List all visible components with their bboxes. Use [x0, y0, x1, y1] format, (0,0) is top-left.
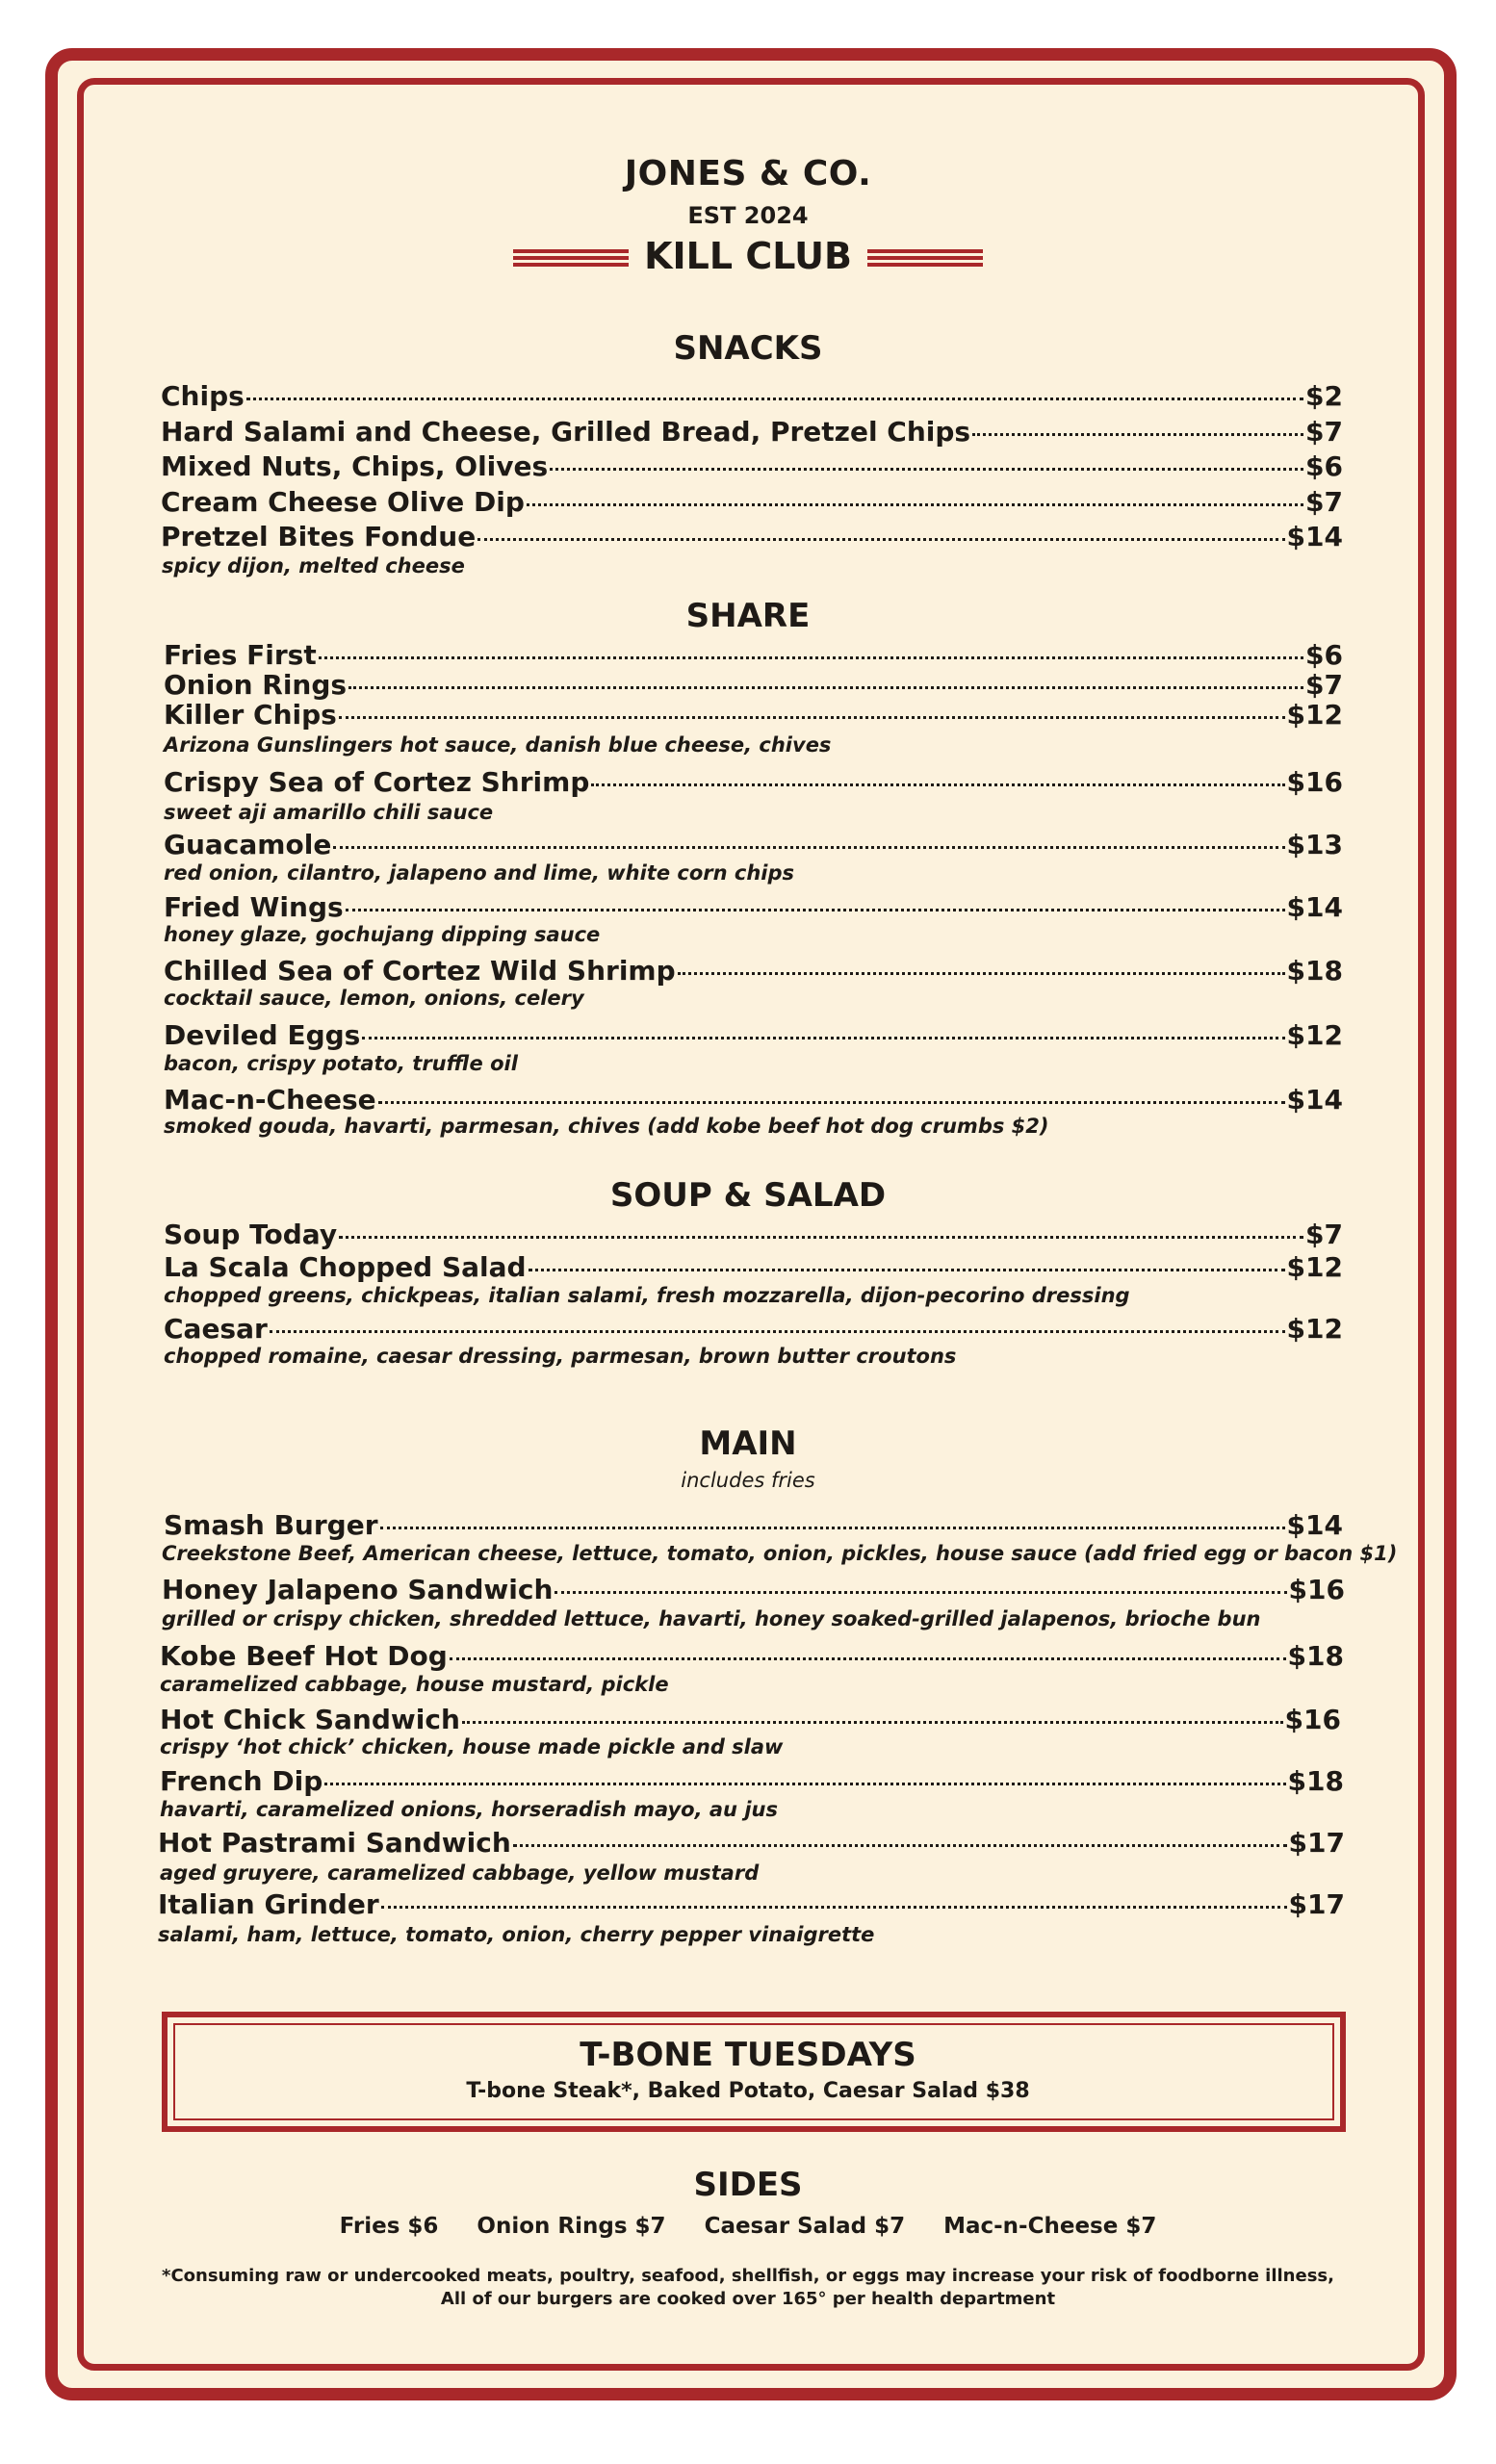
right-rule-divider	[867, 249, 983, 267]
menu-item: Hot Chick Sandwich $16	[160, 1704, 1341, 1735]
section-title-share: SHARE	[685, 597, 811, 635]
menu-item: Caesar $12	[164, 1313, 1343, 1345]
menu-item: Hard Salami and Cheese, Grilled Bread, Pretzel Chips $7	[161, 416, 1343, 448]
menu-item: Chips $2	[161, 380, 1343, 412]
item-description: honey glaze, gochujang dipping sauce	[164, 923, 601, 946]
menu-item: Smash Burger $14	[164, 1509, 1343, 1541]
item-description: caramelized cabbage, house mustard, pickle	[160, 1673, 669, 1696]
special-title: T-BONE TUESDAYS	[580, 2036, 916, 2074]
menu-item: Pretzel Bites Fondue $14	[161, 521, 1343, 552]
special-description: T-bone Steak*, Baked Potato, Caesar Salad $38	[466, 2079, 1030, 2103]
item-description: salami, ham, lettuce, tomato, onion, cherry pepper vinaigrette	[158, 1923, 875, 1946]
menu-item: Honey Jalapeno Sandwich $16	[162, 1574, 1345, 1605]
menu-item: Mixed Nuts, Chips, Olives $6	[161, 450, 1343, 482]
sides-list	[0, 2214, 1496, 2239]
section-title-main: MAIN	[699, 1424, 797, 1463]
item-description: smoked gouda, havarti, parmesan, chives (add kobe beef hot dog crumbs $2)	[164, 1115, 1049, 1138]
section-title-snacks: SNACKS	[673, 329, 823, 368]
disclaimer-line-2: All of our burgers are cooked over 165° per health department	[440, 2289, 1056, 2309]
disclaimer-line-1: *Consuming raw or undercooked meats, poultry, seafood, shellfish, or eggs may increase your risk of foodborne illness,	[162, 2266, 1334, 2286]
item-description: Arizona Gunslingers hot sauce, danish blue cheese, chives	[164, 733, 832, 757]
side-item: Fries $6	[339, 2214, 439, 2239]
side-item: Mac-n-Cheese $7	[943, 2214, 1157, 2239]
item-description: grilled or crispy chicken, shredded lettuce, havarti, honey soaked-grilled jalapenos, brioche bun	[162, 1607, 1261, 1630]
item-description: red onion, cilantro, jalapeno and lime, white corn chips	[164, 861, 794, 885]
section-title-soup-salad: SOUP & SALAD	[609, 1176, 887, 1215]
item-description: chopped romaine, caesar dressing, parmesan, brown butter croutons	[164, 1345, 957, 1368]
item-description: sweet aji amarillo chili sauce	[164, 801, 494, 824]
menu-item: Soup Today $7	[164, 1219, 1343, 1250]
brand-name: JONES & CO.	[624, 154, 872, 193]
menu-item: Fried Wings $14	[164, 891, 1343, 923]
menu-item: Guacamole $13	[164, 829, 1343, 860]
menu-item: Chilled Sea of Cortez Wild Shrimp $18	[164, 955, 1343, 987]
item-description: spicy dijon, melted cheese	[162, 554, 465, 578]
item-description: cocktail sauce, lemon, onions, celery	[164, 987, 584, 1010]
menu-item: French Dip $18	[160, 1765, 1344, 1797]
menu-item: Deviled Eggs $12	[164, 1019, 1343, 1051]
menu-item: Cream Cheese Olive Dip $7	[161, 486, 1343, 518]
menu-item: Fries First $6	[164, 639, 1343, 671]
main-subtitle: includes fries	[681, 1469, 815, 1492]
side-item: Onion Rings $7	[477, 2214, 666, 2239]
established-year: EST 2024	[687, 202, 809, 229]
menu-item: Mac-n-Cheese $14	[164, 1084, 1343, 1116]
side-item: Caesar Salad $7	[704, 2214, 906, 2239]
menu-item: Hot Pastrami Sandwich $17	[158, 1827, 1345, 1859]
menu-item: La Scala Chopped Salad $12	[164, 1251, 1343, 1283]
item-description: chopped greens, chickpeas, italian salami, fresh mozzarella, dijon-pecorino dressing	[164, 1284, 1130, 1307]
item-description: Creekstone Beef, American cheese, lettuce, tomato, onion, pickles, house sauce (add fried egg or bacon $1)	[162, 1542, 1398, 1565]
menu-item: Kobe Beef Hot Dog $18	[160, 1640, 1344, 1672]
item-description: aged gruyere, caramelized cabbage, yellow mustard	[160, 1861, 760, 1885]
club-title: KILL CLUB	[644, 235, 852, 277]
menu-item: Crispy Sea of Cortez Shrimp $16	[164, 766, 1343, 798]
section-title-sides: SIDES	[693, 2166, 803, 2204]
menu-item: Italian Grinder $17	[158, 1888, 1345, 1920]
item-description: crispy ‘hot chick’ chicken, house made pickle and slaw	[160, 1735, 784, 1758]
menu-item: Onion Rings $7	[164, 669, 1343, 701]
item-description: havarti, caramelized onions, horseradish mayo, au jus	[160, 1798, 778, 1821]
menu-item: Killer Chips $12	[164, 699, 1343, 731]
item-description: bacon, crispy potato, truffle oil	[164, 1052, 518, 1075]
